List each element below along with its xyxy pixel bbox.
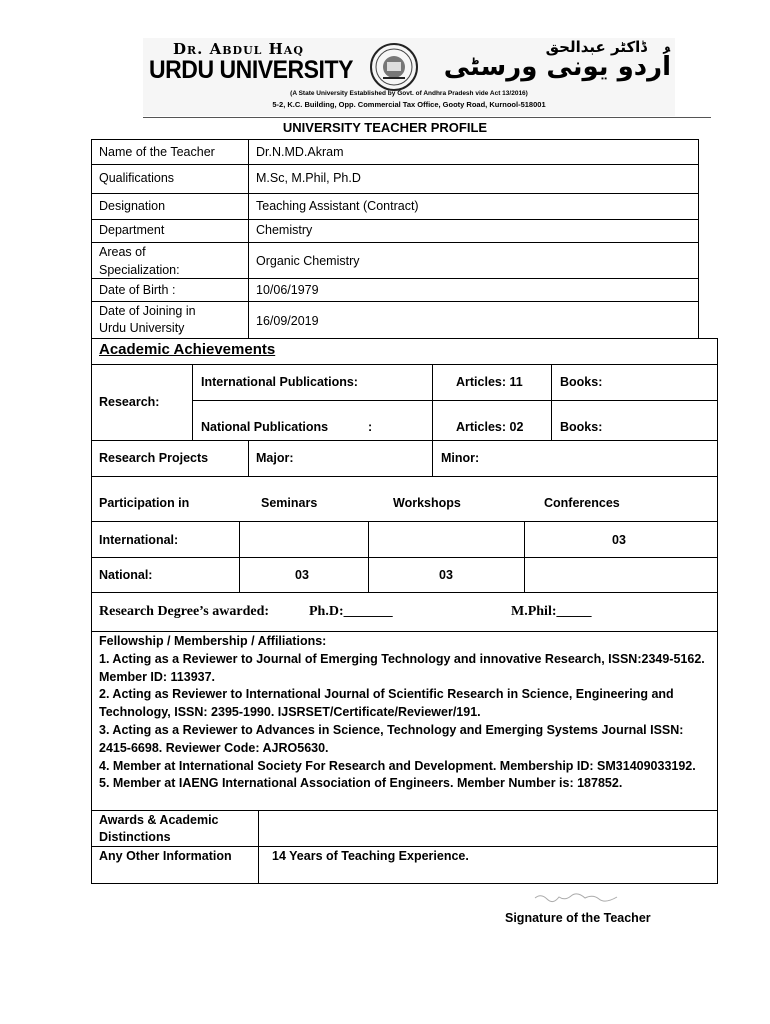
row-line (91, 631, 718, 632)
col-line (432, 364, 433, 440)
projects-minor: Minor: (441, 451, 480, 465)
letterhead-rule (143, 117, 711, 118)
profile-value-specialization: Organic Chemistry (256, 254, 360, 268)
participation-header-workshops: Workshops (393, 496, 461, 510)
row-line (91, 476, 718, 477)
profile-label-name: Name of the Teacher (99, 145, 215, 159)
intl-articles: Articles: 11 (456, 375, 523, 389)
profile-label-specialization-1: Areas of (99, 245, 146, 259)
row-line (91, 219, 699, 220)
row-line (91, 557, 718, 558)
row-line (91, 242, 699, 243)
awards-label-1: Awards & Academic (99, 813, 219, 827)
profile-label-designation: Designation (99, 199, 166, 213)
fellowship-item: 1. Acting as a Reviewer to Journal of Emerging Technology and innovative Research, ISSN:2349-5162. Member ID: 113937. (99, 651, 705, 684)
row-line (192, 400, 718, 401)
row-line (91, 278, 699, 279)
research-label: Research: (99, 395, 160, 409)
profile-value-joining: 16/09/2019 (256, 314, 319, 328)
col-line (551, 364, 552, 440)
other-info-label: Any Other Information (99, 849, 232, 863)
letterhead-urdu-university: اُردو یونی ورسٹی (443, 52, 671, 82)
row-line (91, 592, 718, 593)
row-line (91, 164, 699, 165)
row-line (91, 521, 718, 522)
degrees-phd: Ph.D:_______ (309, 604, 393, 619)
participation-header-seminars: Seminars (261, 496, 318, 510)
fellowship-section (99, 633, 717, 793)
fellowship-item: 4. Member at International Society For Research and Development. Membership ID: SM31409033192. (99, 758, 696, 773)
fellowship-item: 5. Member at IAENG International Association of Engineers. Member Number is: 187852. (99, 776, 623, 791)
profile-value-dob: 10/06/1979 (256, 283, 319, 297)
profile-value-designation: Teaching Assistant (Contract) (256, 199, 419, 213)
row-line (91, 846, 718, 847)
row-line (91, 440, 718, 441)
degrees-mphil: M.Phil:_____ (511, 604, 592, 619)
letterhead-address: 5-2, K.C. Building, Opp. Commercial Tax Office, Gooty Road, Kurnool-518001 (272, 100, 546, 109)
profile-label-joining-2: Urdu University (99, 321, 185, 335)
participation-header-conferences: Conferences (544, 496, 620, 510)
natl-articles: Articles: 02 (456, 420, 524, 434)
natl-books: Books: (560, 420, 603, 434)
letterhead-urdu-name: ڈاکٹر عبدالحق (545, 38, 647, 56)
letterhead-university: URDU UNIVERSITY (149, 56, 353, 84)
letterhead-name: Dr. Abdul Haq (173, 40, 304, 58)
letterhead-established: (A State University Established by Govt. of Andhra Pradesh vide Act 13/2016) (290, 90, 528, 97)
natl-colon: : (368, 420, 373, 434)
research-degrees-label: Research Degree’s awarded: (99, 604, 270, 619)
row-line (91, 193, 699, 194)
participation-row-international: International: (99, 533, 179, 547)
col-line (258, 810, 259, 884)
row-line (91, 364, 718, 365)
awards-label-2: Distinctions (99, 830, 171, 844)
col-line (432, 440, 433, 476)
letterhead (143, 38, 675, 116)
participation-row-national: National: (99, 568, 153, 582)
profile-label-dob: Date of Birth : (99, 283, 176, 297)
fellowship-title: Fellowship / Membership / Affiliations: (99, 634, 327, 648)
profile-value-name: Dr.N.MD.Akram (256, 145, 344, 159)
natl-publications-label: National Publications (201, 420, 329, 434)
col-line (248, 440, 249, 476)
fellowship-item: 3. Acting as a Reviewer to Advances in Science, Technology and Emerging Systems Journal ISSN: 2415-6698. Reviewer Code: AJRO5630. (99, 722, 684, 755)
projects-major: Major: (256, 451, 294, 465)
profile-label-joining-1: Date of Joining in (99, 304, 196, 318)
participation-label: Participation in (99, 496, 190, 510)
intl-books: Books: (560, 375, 603, 389)
profile-divider (248, 139, 249, 339)
page-title: UNIVERSITY TEACHER PROFILE (282, 120, 488, 135)
university-seal-icon (369, 42, 419, 92)
other-info-value: 14 Years of Teaching Experience. (272, 849, 469, 863)
intl-conferences-value: 03 (612, 533, 626, 547)
profile-label-qualifications: Qualifications (99, 171, 175, 185)
natl-seminars-value: 03 (295, 568, 309, 582)
fellowship-item: 2. Acting as Reviewer to International Journal of Scientific Research in Science, Engineering and Technology, ISSN: 2395-1990. IJSRSET/Certificate/Reviewer/191. (99, 687, 674, 720)
profile-value-department: Chemistry (256, 223, 313, 237)
natl-workshops-value: 03 (439, 568, 453, 582)
row-line (91, 301, 699, 302)
profile-label-department: Department (99, 223, 165, 237)
row-line (91, 810, 718, 811)
col-line (192, 364, 193, 440)
signature-label: Signature of the Teacher (505, 911, 651, 925)
profile-value-qualifications: M.Sc, M.Phil, Ph.D (256, 171, 361, 185)
signature-scribble-icon (533, 889, 623, 907)
profile-label-specialization-2: Specialization: (99, 263, 180, 277)
research-projects-label: Research Projects (99, 451, 209, 465)
intl-publications-label: International Publications: (201, 375, 358, 389)
academic-title: Academic Achievements (99, 341, 276, 358)
